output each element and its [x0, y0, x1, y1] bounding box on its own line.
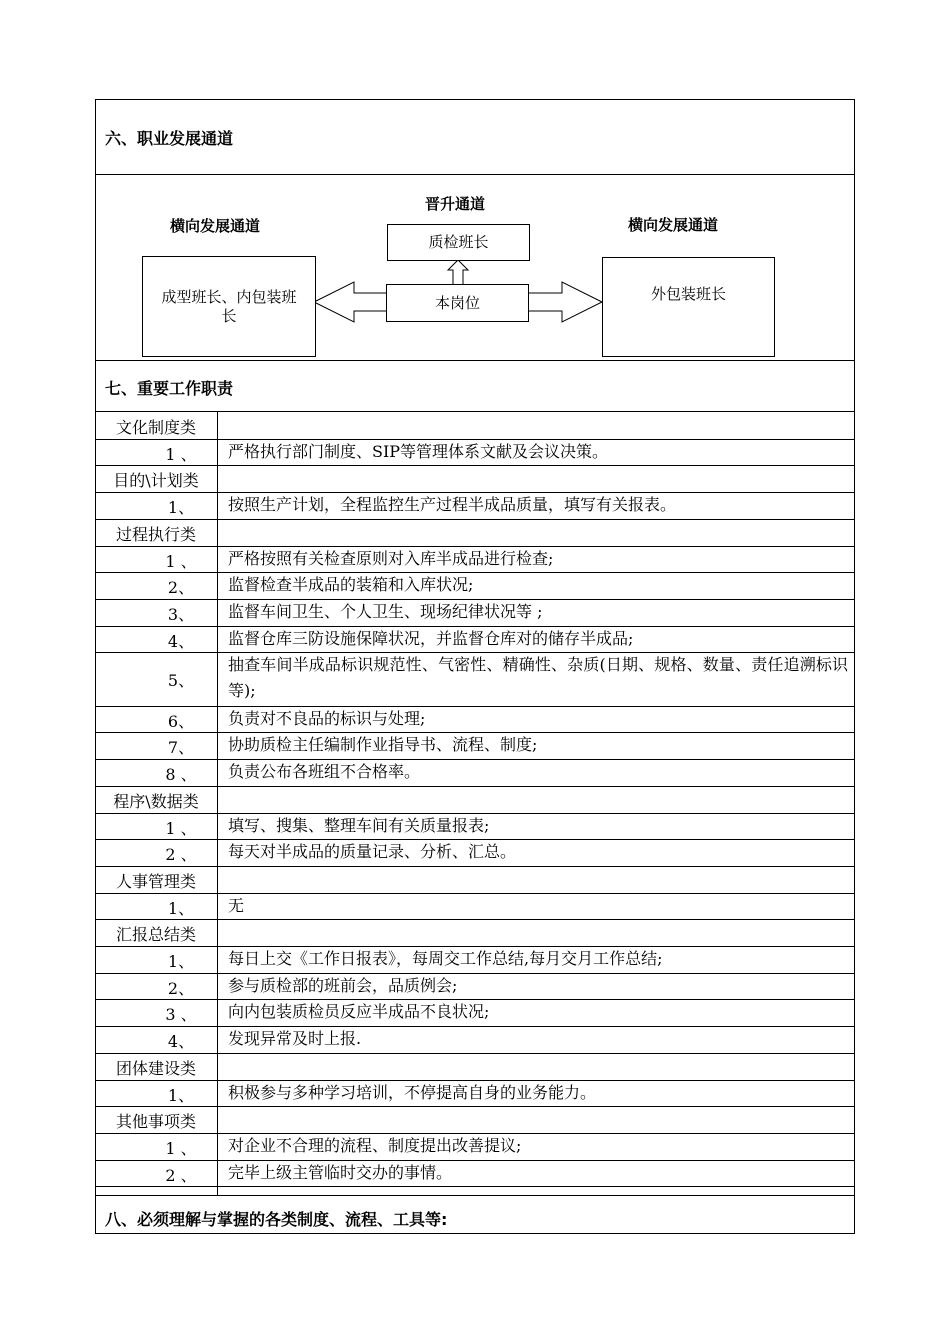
duty-text: 监督仓库三防设施保障状况，并监督仓库对的储存半成品; — [228, 628, 634, 648]
divider — [95, 360, 855, 361]
duty-number: 2 、 — [165, 845, 197, 865]
duty-row — [95, 572, 855, 599]
duty-row — [95, 839, 855, 866]
duty-number: 2、 — [167, 978, 195, 998]
duty-number: 4、 — [167, 1032, 195, 1052]
duty-row — [95, 946, 855, 973]
duty-row — [95, 1026, 855, 1053]
duty-row — [95, 492, 855, 519]
duty-number: 1、 — [167, 952, 195, 971]
duty-number: 1 、 — [165, 1138, 197, 1158]
category-row — [95, 866, 855, 893]
duty-number: 2 、 — [165, 1165, 197, 1185]
lateral-left-label: 横向发展通道 — [170, 217, 261, 235]
duty-text: 向内包装质检员反应半成品不良状况; — [228, 1002, 490, 1022]
divider — [95, 174, 855, 175]
category-label: 其他事项类 — [115, 1112, 196, 1132]
duty-number: 5、 — [167, 671, 195, 691]
promotion-label: 晋升通道 — [425, 195, 486, 213]
duty-text: 严格执行部门制度、SIP等管理体系文献及会议决策。 — [228, 441, 609, 461]
duty-text: 负责对不良品的标识与处理; — [228, 708, 426, 728]
divider — [95, 1195, 855, 1196]
duty-row — [95, 999, 855, 1026]
duty-number: 1 、 — [165, 551, 197, 571]
lateral-right-label: 横向发展通道 — [628, 216, 719, 234]
duty-text: 积极参与多种学习培训，不停提高自身的业务能力。 — [228, 1082, 597, 1102]
duty-number: 3、 — [167, 604, 195, 624]
row-divider — [95, 1186, 855, 1187]
duty-number: 7、 — [167, 738, 195, 758]
category-label: 过程执行类 — [115, 524, 196, 544]
category-row — [95, 1106, 855, 1133]
duty-text: 每天对半成品的质量记录、分析、汇总。 — [228, 842, 517, 862]
box-outer-packaging-leader: 外包装班长 — [602, 257, 775, 357]
right-arrow — [528, 282, 602, 322]
left-arrow — [314, 282, 388, 322]
duty-text: 监督车间卫生、个人卫生、现场纪律状况等 ; — [228, 601, 543, 621]
duty-row — [95, 1160, 855, 1187]
up-arrow — [448, 260, 468, 285]
category-row — [95, 919, 855, 946]
duty-number: 2、 — [167, 578, 195, 598]
section-8-title: 八、必须理解与掌握的各类制度、流程、工具等: — [105, 1210, 448, 1229]
duty-text: 监督检查半成品的装箱和入库状况; — [228, 575, 474, 595]
category-label: 文化制度类 — [115, 418, 196, 437]
duty-row — [95, 1133, 855, 1160]
duty-text: 无 — [228, 895, 245, 915]
duty-row — [95, 732, 855, 759]
duty-row — [95, 439, 855, 466]
duty-row — [95, 973, 855, 1000]
duty-text: 负责公布各班组不合格率。 — [228, 762, 421, 782]
duty-row — [95, 1080, 855, 1107]
section-6-title: 六、职业发展通道 — [105, 129, 234, 148]
category-row — [95, 519, 855, 546]
duty-text: 抽查车间半成品标识规范性、气密性、精确性、杂质(日期、规格、数量、责任追溯标识等); — [228, 655, 848, 701]
duty-number: 1 、 — [165, 818, 197, 838]
category-label: 人事管理类 — [115, 871, 196, 891]
duty-number: 8 、 — [165, 765, 197, 785]
category-label: 目的\计划类 — [113, 471, 199, 491]
duty-text: 每日上交《工作日报表》，每周交工作总结,每月交月工作总结; — [228, 949, 663, 968]
duty-number: 3 、 — [165, 1005, 197, 1025]
duty-row — [95, 546, 855, 573]
category-label: 程序\数据类 — [113, 791, 199, 811]
duty-text: 协助质检主任编制作业指导书、流程、制度; — [228, 735, 538, 755]
duty-number: 1、 — [167, 898, 195, 918]
duty-text: 对企业不合理的流程、制度提出改善提议; — [228, 1135, 522, 1155]
duty-number: 1、 — [167, 1085, 195, 1105]
category-row — [95, 786, 855, 813]
category-label: 团体建设类 — [115, 1058, 196, 1078]
category-row — [95, 465, 855, 492]
duty-row — [95, 599, 855, 626]
duty-row — [95, 706, 855, 733]
duty-row — [95, 893, 855, 920]
duty-row — [95, 652, 855, 705]
duty-text: 参与质检部的班前会，品质例会; — [228, 975, 458, 995]
duty-row — [95, 626, 855, 653]
box-molding-packaging-leader: 成型班长、内包装班长 — [142, 256, 316, 357]
duty-text: 严格按照有关检查原则对入库半成品进行检查; — [228, 548, 554, 568]
duty-text: 发现异常及时上报. — [228, 1029, 362, 1049]
section-7-title: 七、重要工作职责 — [105, 379, 234, 398]
box-current-position: 本岗位 — [386, 284, 529, 322]
duty-row — [95, 813, 855, 840]
duty-text: 按照生产计划，全程监控生产过程半成品质量，填写有关报表。 — [228, 495, 677, 515]
duty-number: 4、 — [167, 631, 195, 651]
category-label: 汇报总结类 — [115, 925, 196, 945]
category-row — [95, 412, 855, 439]
duty-number: 6、 — [167, 711, 195, 731]
duty-number: 1、 — [167, 498, 195, 518]
duty-row — [95, 759, 855, 786]
duty-text: 填写、搜集、整理车间有关质量报表; — [228, 815, 490, 835]
duty-number: 1 、 — [165, 444, 197, 464]
category-row — [95, 1053, 855, 1080]
duty-text: 完毕上级主管临时交办的事情。 — [228, 1162, 453, 1182]
box-qc-team-leader: 质检班长 — [387, 224, 530, 261]
